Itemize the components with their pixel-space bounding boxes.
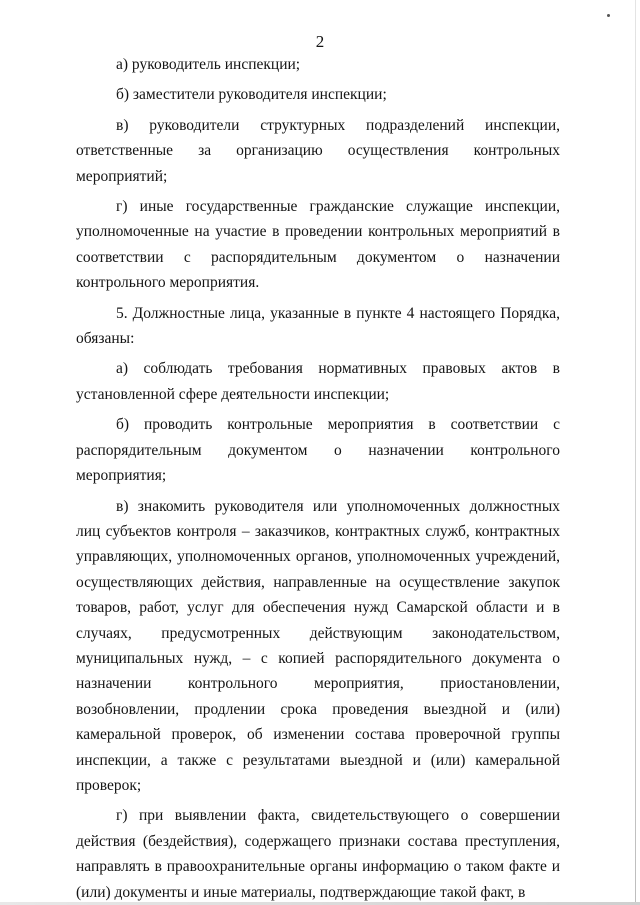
document-body [76,52,560,905]
page-number: 2 [315,32,325,51]
paragraph-4b: б) заместители руководителя инспекции; [116,86,387,104]
scan-edge-shadow [635,0,636,905]
paragraph-4g: г) иные государственные гражданские служащие инспекции, уполномоченные на участие в проведении контрольных мероприятий в соответствии с распорядительным документом о назначении контрольного мероприятия. [76,198,560,292]
paragraph-5a: а) соблюдать требования нормативных правовых актов в установленной сфере деятельности инспекции; [76,360,560,403]
paragraph-4a: а) руководитель инспекции; [116,56,301,73]
paragraph-5g: г) при выявлении факта, свидетельствующего о совершении действия (бездействия), содержащего признаки состава преступления, направлять в правоохранительные органы информацию о таком факте и (или) документы и иные материалы, подтверждающие такой факт, в [76,807,560,901]
paragraph-5v: в) знакомить руководителя или уполномоченных должностных лиц субъектов контроля – заказчиков, контрактных служб, контрактных управляющих, уполномоченных органов, уполномоченных учреждений, осуществляющих действия, направленные на осуществление закупок товаров, работ, услуг для обеспечения нужд Самарской области и в случаях, предусмотренных действующим законодательством, муниципальных нужд, – с копией распорядительного документа о назначении контрольного мероприятия, приостановлении, возобновлении, продлении срока проведения выездной и (или) камеральной проверок, об изменении состава проверочной группы инспекции, а также с результатами выездной и (или) камеральной проверок; [76,497,560,794]
paragraph-5b: б) проводить контрольные мероприятия в соответствии с распорядительным документом о назначении контрольного мероприятия; [76,416,560,485]
scan-speck [607,14,610,17]
paragraph-5: 5. Должностные лица, указанные в пункте 4 настоящего Порядка, обязаны: [76,304,560,348]
paragraph-4v: в) руководители структурных подразделений инспекции, ответственные за организацию осуществления контрольных мероприятий; [76,116,560,185]
